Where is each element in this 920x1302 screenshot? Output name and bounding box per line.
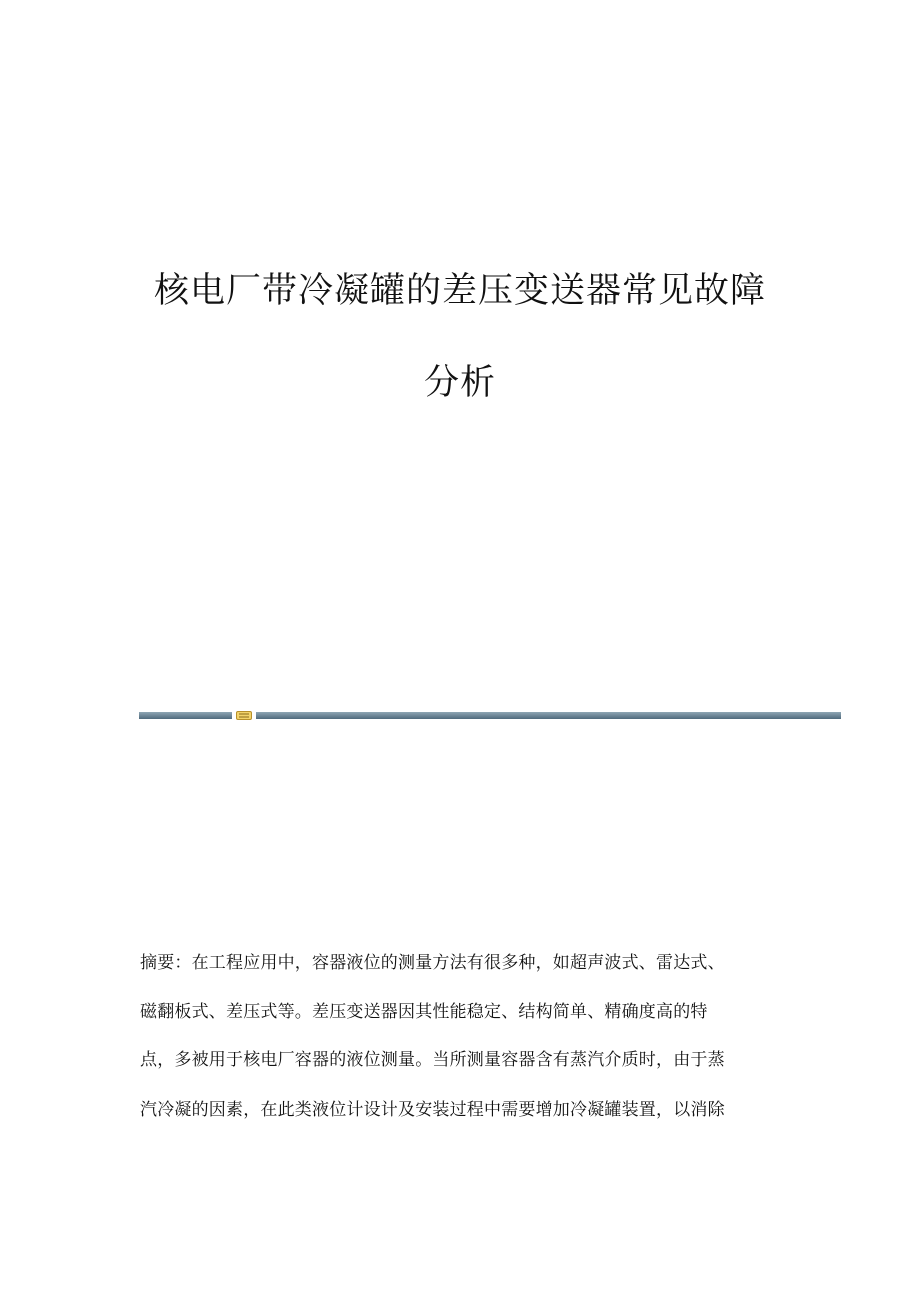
abstract-line: 磁翻板式、差压式等。差压变送器因其性能稳定、结构简单、精确度高的特 <box>140 1002 708 1022</box>
abstract-line: 汽冷凝的因素，在此类液位计设计及安装过程中需要增加冷凝罐装置，以消除 <box>140 1100 725 1120</box>
decorative-ornament-icon <box>236 711 252 720</box>
title-line-2: 分析 <box>423 363 496 403</box>
title-line-1: 核电厂带冷凝罐的差压变送器常见故障 <box>153 271 766 311</box>
divider-bar-right <box>256 712 841 719</box>
abstract-line: 点，多被用于核电厂容器的液位测量。当所测量容器含有蒸汽介质时，由于蒸 <box>140 1050 725 1070</box>
abstract-line: 摘要：在工程应用中，容器液位的测量方法有很多种，如超声波式、雷达式、 <box>140 953 725 973</box>
divider-bar-left <box>139 712 232 719</box>
section-divider <box>139 711 841 720</box>
